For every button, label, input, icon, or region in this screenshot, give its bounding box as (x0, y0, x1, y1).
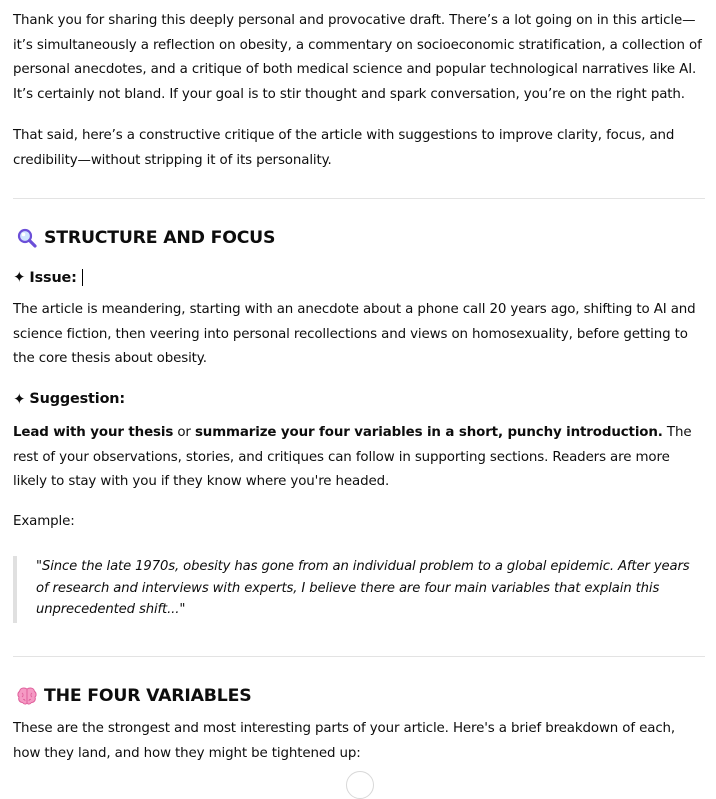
issue-text: The article is meandering, starting with an anecdote about a phone call 20 years ago, shifting to AI and science fiction, then veering into personal recollections and views on homosexuality, before getting to the core thesis about obesity. (13, 302, 696, 367)
example-label: Example: (13, 514, 75, 529)
suggestion-rest: The rest of your observations, stories, and critiques can follow in supporting sections. Readers are more likely to stay with you if they know where you're headed. (13, 425, 692, 490)
suggestion-mid: or (173, 425, 195, 440)
suggestion-text (13, 421, 705, 495)
suggestion-bold-2: summarize your four variables in a short, punchy introduction. (194, 425, 663, 440)
suggestion-heading (13, 391, 125, 407)
section-title: STRUCTURE AND FOCUS (44, 228, 276, 248)
section-heading-structure (16, 227, 275, 249)
quote-text: "Since the late 1970s, obesity has gone from an individual problem to a global epidemic. After years of research and interviews with experts, I believe there are four main variables that explain this unprecedented shift..." (36, 559, 690, 618)
issue-heading (13, 269, 83, 286)
section-divider (13, 198, 705, 199)
magnifier-icon (16, 227, 38, 249)
text-cursor (82, 269, 83, 286)
suggestion-bold-1: Lead with your thesis (13, 425, 174, 440)
intro-paragraph-2: That said, here’s a constructive critique of the article with suggestions to improve clarity, focus, and credibility—without stripping it of its personality. (13, 128, 675, 168)
variables-intro-text: These are the strongest and most interesting parts of your article. Here's a brief breakdown of each, how they land, and how they might be tightened up: (13, 721, 676, 761)
section-heading-variables (16, 685, 251, 707)
brain-icon (16, 685, 38, 707)
intro-paragraph: Thank you for sharing this deeply personal and provocative draft. There’s a lot going on in this article—it’s simultaneously a reflection on obesity, a commentary on socioeconomic stratification, a collection of personal anecdotes, and a critique of both medical science and popular technological narratives like AI. It’s certainly not bland. If your goal is to stir thought and spark conversation, you’re on the right path. (13, 13, 702, 102)
issue-label: Issue: (29, 269, 77, 286)
suggestion-label: Suggestion: (29, 391, 126, 407)
example-blockquote (13, 556, 705, 623)
scroll-to-bottom-button[interactable] (346, 771, 374, 799)
sparkle-icon: ✦ (13, 268, 26, 286)
section-title: THE FOUR VARIABLES (44, 686, 252, 706)
section-divider (13, 656, 705, 657)
sparkle-icon: ✦ (13, 389, 26, 408)
